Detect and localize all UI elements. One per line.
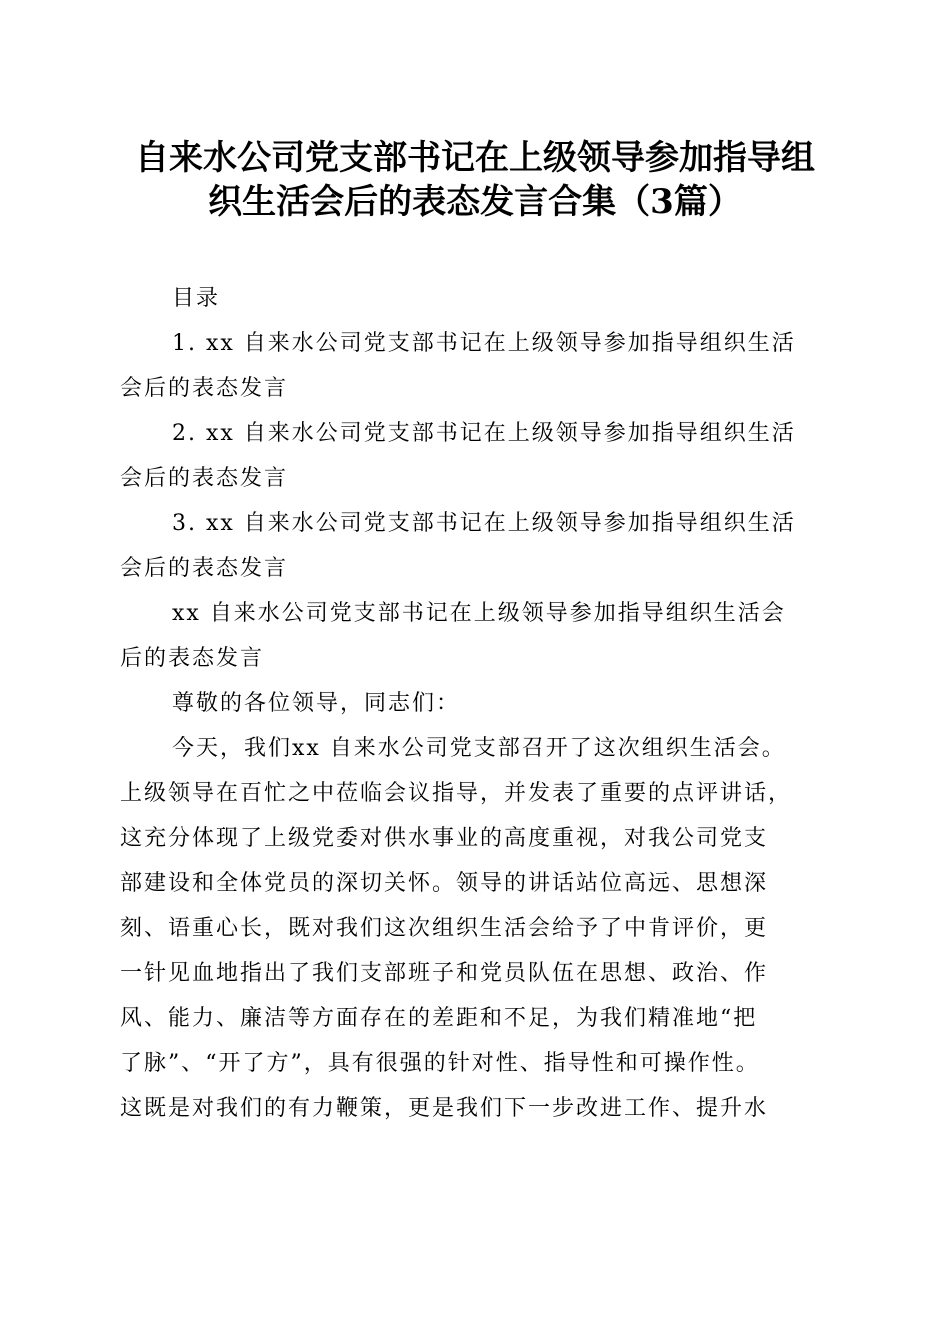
toc-item-3-line-1: 3. xx 自来水公司党支部书记在上级领导参加指导组织生活 (172, 511, 796, 536)
paragraph-line: 一针见血地指出了我们支部班子和党员队伍在思想、政治、作 (120, 961, 769, 986)
toc-item-2-line-1: 2. xx 自来水公司党支部书记在上级领导参加指导组织生活 (172, 421, 796, 446)
toc-item-1-line-1: 1. xx 自来水公司党支部书记在上级领导参加指导组织生活 (172, 331, 796, 356)
section-title-line-2: 后的表态发言 (120, 646, 265, 671)
paragraph-line: 刻、语重心长，既对我们这次组织生活会给予了中肯评价，更 (120, 916, 769, 941)
document-title (100, 136, 850, 224)
toc-item-1-line-2: 会后的表态发言 (120, 376, 289, 401)
paragraph-line: 今天，我们xx 自来水公司党支部召开了这次组织生活会。 (172, 736, 786, 761)
paragraph-line: 这充分体现了上级党委对供水事业的高度重视，对我公司党支 (120, 826, 769, 851)
title-line-2: 织生活会后的表态发言合集（3篇） (208, 182, 742, 222)
paragraph-line: 这既是对我们的有力鞭策，更是我们下一步改进工作、提升水 (120, 1096, 769, 1121)
paragraph-line: 上级领导在百忙之中莅临会议指导，并发表了重要的点评讲话， (120, 781, 793, 806)
salutation: 尊敬的各位领导，同志们： (172, 691, 461, 716)
toc-item-3-line-2: 会后的表态发言 (120, 556, 289, 581)
toc-heading: 目录 (172, 286, 221, 311)
title-line-1: 自来水公司党支部书记在上级领导参加指导组 (135, 138, 815, 178)
document-body (120, 276, 832, 1131)
toc-item-2-line-2: 会后的表态发言 (120, 466, 289, 491)
section-title-line-1: xx 自来水公司党支部书记在上级领导参加指导组织生活会 (172, 601, 786, 626)
paragraph-line: 风、能力、廉洁等方面存在的差距和不足，为我们精准地“把 (120, 1006, 758, 1031)
paragraph-line: 部建设和全体党员的深切关怀。领导的讲话站位高远、思想深 (120, 871, 769, 896)
paragraph-line: 了脉”、“开了方”，具有很强的针对性、指导性和可操作性。 (120, 1051, 760, 1076)
